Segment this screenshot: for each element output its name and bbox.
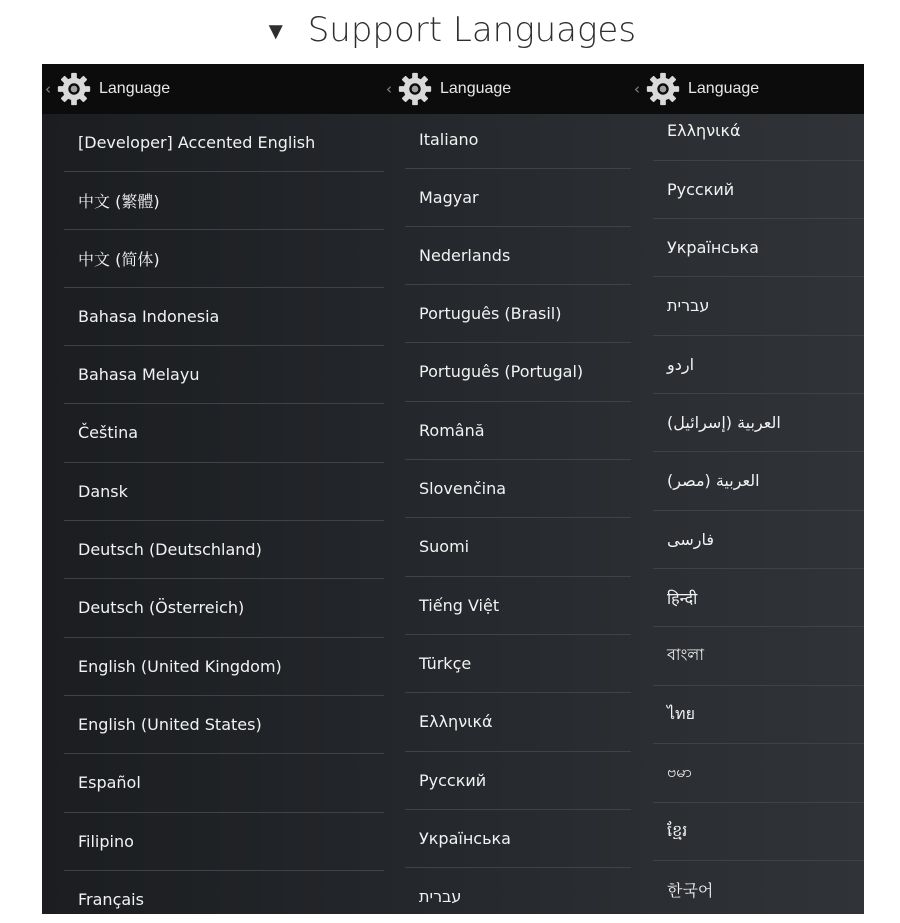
language-item[interactable]: Filipino xyxy=(78,832,134,851)
language-item[interactable]: Français xyxy=(78,890,144,909)
language-item[interactable]: 中文 (简体) xyxy=(78,250,160,269)
action-bar-title: Language xyxy=(99,80,171,97)
language-item[interactable]: Română xyxy=(419,421,485,440)
language-item[interactable]: فارسی xyxy=(667,530,714,549)
language-item[interactable]: العربية (مصر) xyxy=(667,471,760,490)
language-item[interactable]: Deutsch (Deutschland) xyxy=(78,540,262,559)
language-item[interactable]: [Developer] Accented English xyxy=(78,133,316,152)
language-item[interactable]: Español xyxy=(78,773,141,792)
language-item[interactable]: English (United States) xyxy=(78,715,262,734)
language-item[interactable]: ไทย xyxy=(667,704,695,723)
language-item[interactable]: ខ្មែរ xyxy=(667,820,688,840)
action-bar xyxy=(42,64,864,114)
language-item[interactable]: বাংলা xyxy=(667,645,704,664)
language-item[interactable]: English (United Kingdom) xyxy=(78,657,282,676)
language-item[interactable]: Italiano xyxy=(419,130,479,149)
gear-icon xyxy=(396,70,434,108)
language-item[interactable]: Русский xyxy=(419,771,487,790)
language-item[interactable]: 한국어 xyxy=(667,881,714,900)
screenshots-panel xyxy=(42,64,864,914)
language-item[interactable]: Ελληνικά xyxy=(667,121,741,140)
back-arrow-icon[interactable]: ‹ xyxy=(634,80,640,98)
language-item[interactable]: Suomi xyxy=(419,537,470,556)
page-title: Support Languages xyxy=(307,10,637,50)
language-item[interactable]: Bahasa Indonesia xyxy=(78,307,220,326)
language-item[interactable]: العربية (إسرائيل) xyxy=(667,413,781,432)
action-bar-screen-2[interactable] xyxy=(386,64,511,114)
language-item[interactable]: Tiếng Việt xyxy=(419,596,500,615)
language-item[interactable]: हिन्दी xyxy=(667,588,698,608)
back-arrow-icon[interactable]: ‹ xyxy=(45,80,51,98)
language-item[interactable]: Ελληνικά xyxy=(419,712,493,731)
action-bar-screen-1[interactable] xyxy=(45,64,170,114)
language-list-1 xyxy=(64,114,384,914)
page-header xyxy=(0,0,900,60)
language-item[interactable]: עברית xyxy=(419,887,462,906)
language-item[interactable]: Українська xyxy=(667,238,759,257)
back-arrow-icon[interactable]: ‹ xyxy=(386,80,392,98)
language-item[interactable]: Deutsch (Österreich) xyxy=(78,598,245,617)
language-item[interactable]: עברית xyxy=(667,296,710,315)
language-list-2 xyxy=(405,114,631,914)
language-item[interactable]: Русский xyxy=(667,180,735,199)
action-bar-title: Language xyxy=(688,80,760,97)
language-item[interactable]: Magyar xyxy=(419,188,479,207)
language-item[interactable]: ဗမာ xyxy=(667,761,692,781)
language-list-3 xyxy=(653,114,864,914)
language-item[interactable]: 中文 (繁體) xyxy=(78,192,160,211)
language-item[interactable]: Українська xyxy=(419,829,511,848)
language-item[interactable]: Português (Portugal) xyxy=(419,362,584,381)
language-item[interactable]: Bahasa Melayu xyxy=(78,365,200,384)
language-item[interactable]: اردو xyxy=(667,355,695,374)
gear-icon xyxy=(55,70,93,108)
language-item[interactable]: Türkçe xyxy=(419,654,472,673)
language-item[interactable]: Nederlands xyxy=(419,246,511,265)
action-bar-title: Language xyxy=(440,80,512,97)
language-item[interactable]: Português (Brasil) xyxy=(419,304,562,323)
language-item[interactable]: Čeština xyxy=(78,423,139,442)
language-item[interactable]: Slovenčina xyxy=(419,479,507,498)
triangle-down-icon: ▼ xyxy=(263,16,288,45)
language-item[interactable]: Dansk xyxy=(78,482,128,501)
